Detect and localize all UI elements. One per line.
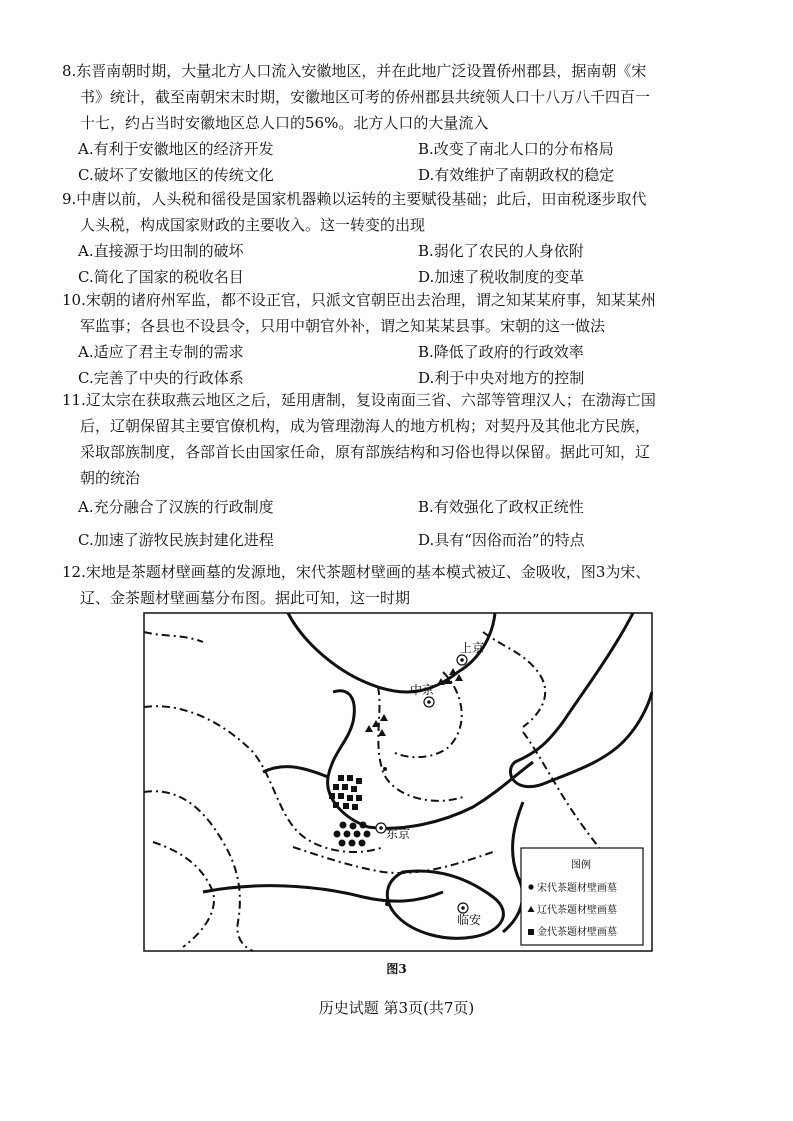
jin-tomb-marker [333,784,339,790]
option-a[interactable]: A.直接源于均田制的破坏 [78,242,244,260]
question-10 [62,287,732,391]
tea-mural-tomb-distribution-map [143,612,653,952]
song-tomb-marker [340,822,347,829]
jin-tomb-marker [329,793,335,799]
legend-song: 宋代茶题材壁画墓 [537,883,617,894]
song-tomb-marker [339,840,346,847]
option-d[interactable]: D.利于中央对地方的控制 [418,369,585,387]
option-b[interactable]: B.弱化了农民的人身依附 [418,242,584,260]
song-tomb-marker [334,831,341,838]
option-a[interactable]: A.充分融合了汉族的行政制度 [78,498,274,516]
option-d[interactable]: D.加速了税收制度的变革 [418,268,585,286]
city-label: 上京 [460,641,485,655]
figure-caption: 图3 [386,962,407,976]
map-legend [521,848,643,945]
option-b[interactable]: B.改变了南北人口的分布格局 [418,140,614,158]
option-d[interactable]: D.有效维护了南朝政权的稳定 [418,166,615,184]
city-label: 中京 [410,683,435,697]
city-label: 东京 [386,827,411,841]
question-11-options [78,491,732,557]
question-8 [62,58,732,188]
question-10-options [78,339,732,391]
question-11-line-1: 11.辽太宗在获取燕云地区之后，延用唐制，复设南面三省、六部等管理汉人；在渤海亡国 [62,391,656,409]
question-11 [62,387,732,557]
question-8-line-1: 8.东晋南朝时期，大量北方人口流入安徽地区，并在此地广泛设置侨州郡县，据南朝《宋 [62,62,647,80]
jin-tomb-marker [342,784,348,790]
jin-tomb-marker [352,804,358,810]
option-b[interactable]: B.有效强化了政权正统性 [418,498,584,516]
option-c[interactable]: C.完善了中央的行政体系 [78,369,244,387]
question-12-line-1: 12.宋地是茶题材壁画墓的发源地，宋代茶题材壁画的基本模式被辽、金吸收，图3为宋、 [62,563,651,581]
jin-tomb-marker [338,793,344,799]
legend-jin-symbol [528,929,534,935]
question-9-line-1: 9.中唐以前，人头税和徭役是国家机器赖以运转的主要赋役基础；此后，田亩税逐步取代 [62,190,647,208]
question-11-line-4: 朝的统治 [80,469,141,487]
option-d[interactable]: D.具有“因俗而治”的特点 [418,531,585,549]
question-9 [62,186,732,290]
legend-liao: 辽代茶题材壁画墓 [537,905,617,916]
jin-tomb-marker [347,775,353,781]
option-b[interactable]: B.降低了政府的行政效率 [418,343,584,361]
question-11-line-2: 后，辽朝保留其主要官僚机构，成为管理渤海人的地方机构；对契丹及其他北方民族， [80,417,651,435]
question-9-options [78,238,732,290]
question-12-line-2: 辽、金茶题材壁画墓分布图。据此可知，这一时期 [80,589,411,607]
jin-tomb-marker [338,775,344,781]
option-c[interactable]: C.简化了国家的税收名目 [78,268,244,286]
legend-jin: 金代茶题材壁画墓 [537,927,617,938]
song-tomb-marker [350,823,357,830]
jin-tomb-marker [347,795,353,801]
jin-tomb-marker [356,778,362,784]
place-dot [385,902,389,906]
city-label: 临安 [457,913,482,927]
question-8-line-2: 书》统计，截至南朝宋末时期，安徽地区可考的侨州郡县共统领人口十八万八千四百一 [80,88,651,106]
song-tomb-marker [364,831,371,838]
question-10-line-2: 军监事；各县也不设县令，只用中朝官外补，谓之知某某县事。宋朝的这一做法 [80,317,606,335]
song-tomb-marker [354,831,361,838]
page-footer: 历史试题 第3页(共7页) [318,999,475,1017]
legend-title: 图例 [571,860,591,871]
song-tomb-marker [349,840,356,847]
question-11-line-3: 采取部族制度，各部首长由国家任命，原有部族结构和习俗也得以保留。据此可知，辽 [80,443,651,461]
option-a[interactable]: A.有利于安徽地区的经济开发 [78,140,274,158]
question-10-line-1: 10.宋朝的诸府州军监，都不设正官，只派文官朝臣出去治理，谓之知某某府事，知某某州 [62,291,656,309]
legend-song-symbol [528,884,533,889]
option-c[interactable]: C.加速了游牧民族封建化进程 [78,531,274,549]
song-tomb-marker [360,822,367,829]
jin-tomb-marker [351,786,357,792]
song-tomb-marker [344,831,351,838]
jin-tomb-marker [333,802,339,808]
question-8-line-3: 十七，约占当时安徽地区总人口的56%。北方人口的大量流入 [80,114,489,132]
song-tomb-marker [359,840,366,847]
question-9-line-2: 人头税，构成国家财政的主要收入。这一转变的出现 [80,216,426,234]
jin-tomb-marker [343,803,349,809]
question-12 [62,559,732,611]
question-8-options [78,136,732,188]
jin-tomb-marker [356,795,362,801]
option-c[interactable]: C.破坏了安徽地区的传统文化 [78,166,274,184]
place-dot [383,767,387,771]
option-a[interactable]: A.适应了君主专制的需求 [78,343,244,361]
